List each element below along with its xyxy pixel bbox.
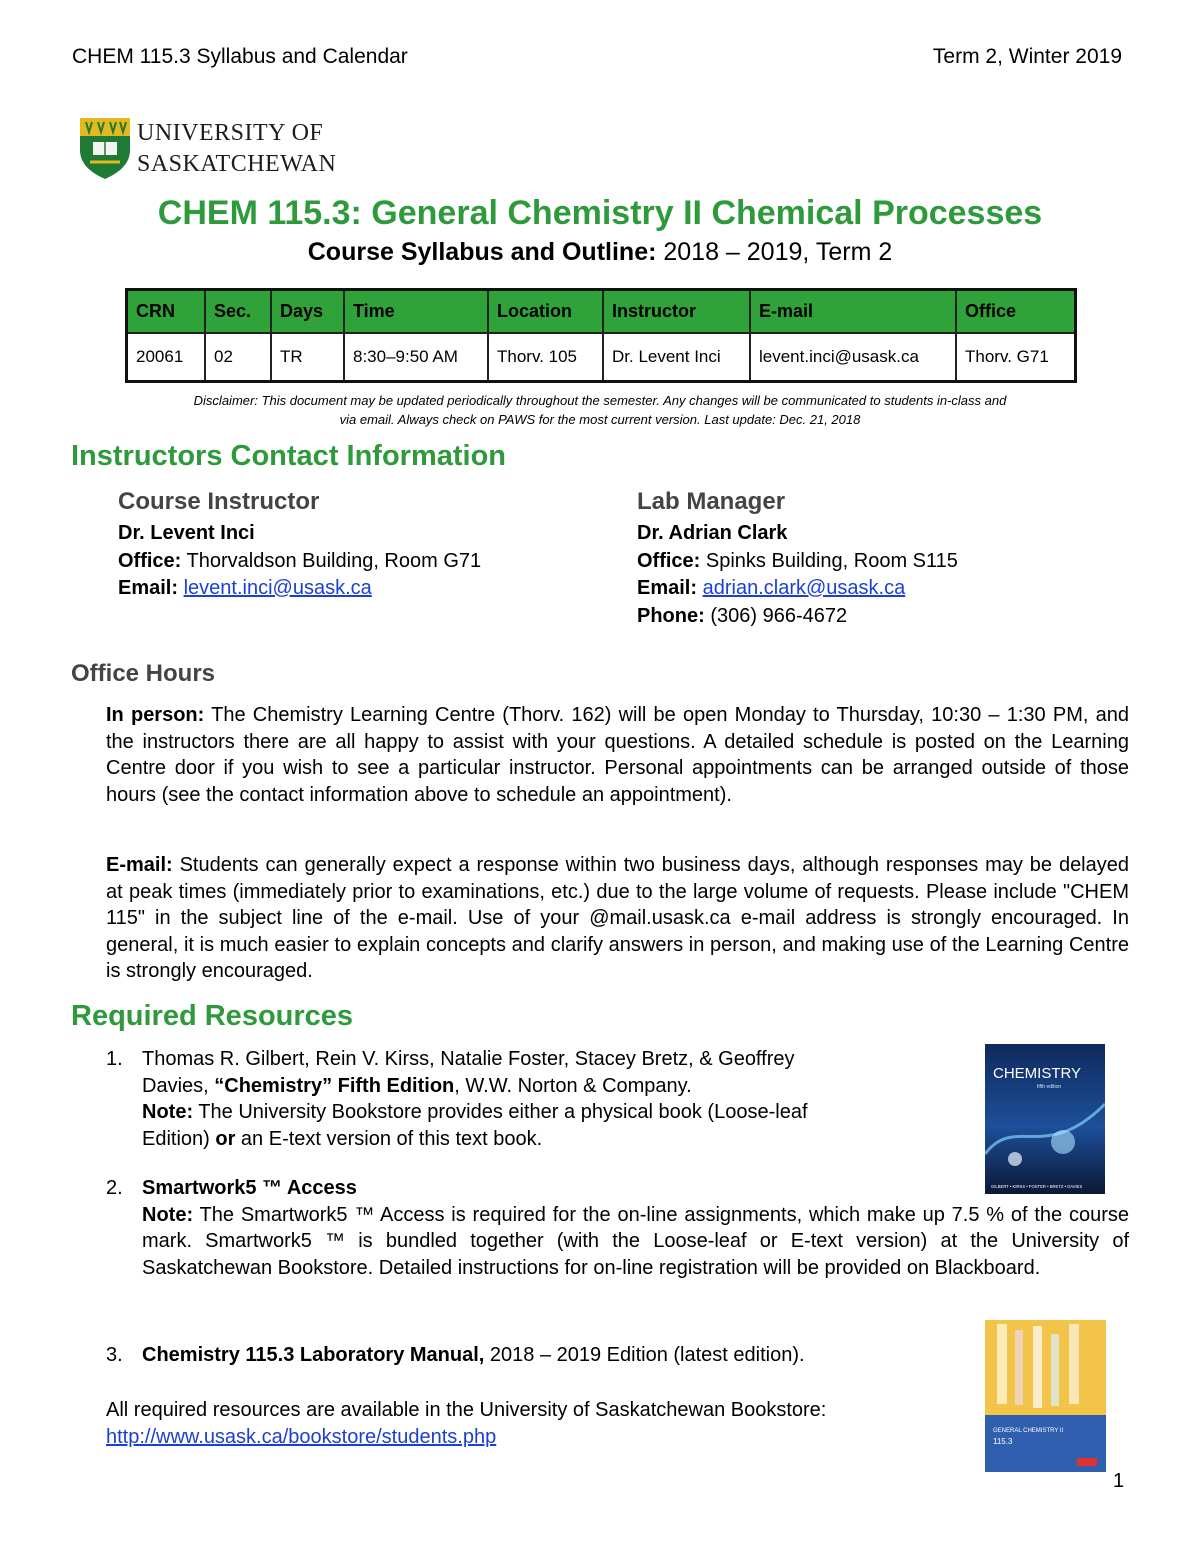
book1-title: CHEMISTRY — [993, 1065, 1082, 1082]
table-cell: Dr. Levent Inci — [603, 333, 750, 382]
course-info-table — [125, 288, 1077, 383]
running-header-right: Term 2, Winter 2019 — [932, 45, 1122, 68]
table-header-cell: Location — [488, 290, 603, 334]
university-shield-logo — [78, 116, 132, 180]
instructor-contact-block — [118, 488, 481, 603]
resources-footer-text: All required resources are available in the University of Saskatchewan Bookstore: — [106, 1399, 827, 1421]
table-cell: 8:30–9:50 AM — [344, 333, 488, 382]
in-person-paragraph: In person: The Chemistry Learning Centre (Thorv. 162) will be open Monday to Thursday, 10:30 – 1:30 PM, and the instructors there are all happy to assist with your questions. A detailed schedule is posted on the Learning Centre door if you wish to see a particular instructor. Personal appointments can be arranged outside of those hours (see the contact information above to schedule an appointment). — [106, 704, 1129, 806]
table-cell: Thorv. G71 — [956, 333, 1076, 382]
email-paragraph: E-mail: Students can generally expect a response within two business days, although responses may be delayed at peak times (immediately prior to examinations, etc.) due to the large volume of requests. Please include "CHEM 115" in the subject line of the e-mail. Use of your @mail.usask.ca e-mail address is strongly encouraged. In general, it is much easier to explain concepts and clarify answers in person, and making use of the Learning Centre is strongly encouraged. — [106, 854, 1129, 982]
item1-authors: Thomas R. Gilbert, Rein V. Kirss, Natalie Foster, Stacey Bretz, & Geoffrey — [142, 1048, 795, 1070]
table-cell: 02 — [205, 333, 271, 382]
bookstore-link[interactable]: http://www.usask.ca/bookstore/students.php — [106, 1425, 497, 1448]
list-number: 1. — [106, 1048, 123, 1070]
table-header-cell: E-mail — [750, 290, 956, 334]
disclaimer-line-1: Disclaimer: This document may be updated periodically throughout the semester. Any changes will be communicated to students in-class and — [193, 393, 1007, 408]
manager-office: Office: Spinks Building, Room S115 — [637, 549, 958, 572]
resource-item-1 — [106, 1046, 986, 1156]
contact-heading: Instructors Contact Information — [71, 440, 507, 472]
table-cell: 20061 — [127, 333, 206, 382]
instructor-office: Office: Thorvaldson Building, Room G71 — [118, 549, 482, 572]
table-header-cell: Sec. — [205, 290, 271, 334]
resource-item-3: 3. Chemistry 115.3 Laboratory Manual, 2018 – 2019 Edition (latest edition). — [106, 1342, 966, 1372]
wordmark-line-2: SASKATCHEWAN — [137, 151, 337, 177]
book2-line1: GENERAL CHEMISTRY II — [993, 1428, 1064, 1434]
table-header-cell: Days — [271, 290, 344, 334]
book1-edition: fifth edition — [1037, 1084, 1062, 1090]
list-number: 3. — [106, 1344, 123, 1366]
chemistry-textbook-cover — [985, 1044, 1105, 1194]
resource-item-2 — [106, 1175, 1129, 1315]
resources-footer — [106, 1397, 826, 1450]
manager-email: Email: adrian.clark@usask.ca — [637, 577, 906, 599]
course-subtitle — [0, 238, 1200, 267]
subtitle-bold: Course Syllabus and Outline: — [307, 238, 657, 266]
book2-line2: 115.3 — [993, 1437, 1013, 1446]
item1-note-cont: Edition) or an E-text version of this text book. — [142, 1127, 543, 1150]
table-header-cell: Office — [956, 290, 1076, 334]
resources-heading: Required Resources — [71, 1000, 354, 1032]
wordmark-line-1: UNIVERSITY OF — [137, 120, 324, 146]
instructor-name: Dr. Levent Inci — [118, 522, 255, 544]
manager-email-link[interactable]: adrian.clark@usask.ca — [702, 577, 906, 599]
disclaimer-line-2: via email. Always check on PAWS for the most current version. Last update: Dec. 21, 2018 — [339, 412, 861, 427]
item2-note: Note: The Smartwork5 ™ Access is required for the on-line assignments, which make up 7.5 % of the course mark. Smartwork5 ™ is bundled together (with the Loose-leaf or E-text version) at the University of Saskatchewan Bookstore. Detailed instructions for on-line registration will be provided on Blackboard. — [142, 1203, 1129, 1279]
course-title: CHEM 115.3: General Chemistry II Chemical Processes — [157, 194, 1043, 232]
book1-authors: GILBERT • KIRSS • FOSTER • BRETZ • DAVIES — [991, 1184, 1083, 1189]
instructor-email-link[interactable]: levent.inci@usask.ca — [183, 577, 372, 599]
office-hours-heading: Office Hours — [71, 660, 216, 687]
table-cell: TR — [271, 333, 344, 382]
table-cell: levent.inci@usask.ca — [750, 333, 956, 382]
table-header-cell: CRN — [127, 290, 206, 334]
manager-role: Lab Manager — [637, 488, 786, 515]
university-wordmark — [137, 119, 336, 181]
running-header-left: CHEM 115.3 Syllabus and Calendar — [72, 45, 408, 68]
instructor-email: Email: levent.inci@usask.ca — [118, 577, 372, 599]
table-header-cell: Instructor — [603, 290, 750, 334]
table-row — [127, 333, 1076, 382]
lab-manual-cover — [985, 1320, 1106, 1472]
subtitle-rest: 2018 – 2019, Term 2 — [656, 238, 893, 266]
lab-manager-contact-block — [637, 488, 958, 630]
item2-title: Smartwork5 ™ Access — [142, 1177, 357, 1199]
table-header-cell: Time — [344, 290, 488, 334]
disclaimer — [100, 391, 1100, 429]
manager-name: Dr. Adrian Clark — [637, 522, 788, 544]
item1-book: Davies, “Chemistry” Fifth Edition, W.W. Norton & Company. — [142, 1074, 692, 1097]
page-number: 1 — [1113, 1470, 1125, 1492]
instructor-role: Course Instructor — [118, 488, 320, 515]
manager-phone: Phone: (306) 966-4672 — [637, 604, 848, 627]
table-cell: Thorv. 105 — [488, 333, 603, 382]
item1-note: Note: The University Bookstore provides either a physical book (Loose-leaf — [142, 1101, 808, 1123]
table-header-row — [127, 290, 1076, 334]
list-number: 2. — [106, 1177, 123, 1199]
